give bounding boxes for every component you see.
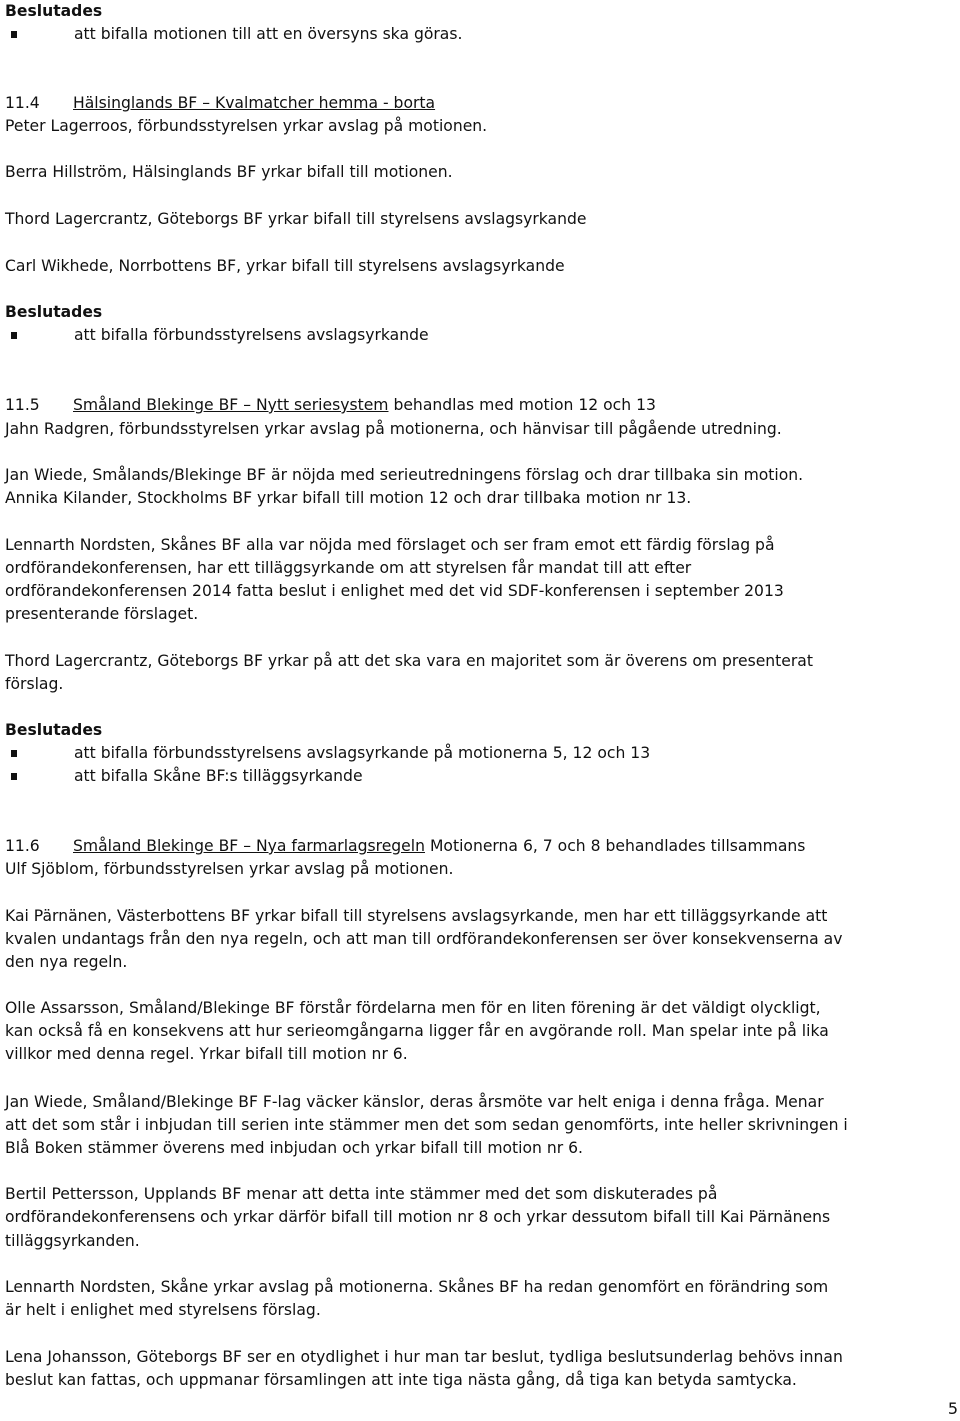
paragraph-line: förslag. — [5, 675, 64, 693]
paragraph-line: presenterande förslaget. — [5, 605, 199, 623]
paragraph-line: ordförandekonferensen 2014 fatta beslut i enlighet med det vid SDF-konferensen i september 2013 — [5, 582, 784, 600]
paragraph-line: Peter Lagerroos, förbundsstyrelsen yrkar avslag på motionen. — [5, 117, 488, 135]
bullet-square-icon — [11, 332, 17, 339]
paragraph-line: Bertil Pettersson, Upplands BF menar att detta inte stämmer med det som diskuterades på — [5, 1185, 718, 1203]
paragraph-line: ordförandekonferensen, har ett tilläggsyrkande om att styrelsen får mandat till att efter — [5, 559, 692, 577]
paragraph-line: Thord Lagercrantz, Göteborgs BF yrkar bifall till styrelsens avslagsyrkande — [5, 210, 587, 228]
section-number: 11.4 — [5, 94, 40, 112]
paragraph-line: Kai Pärnänen, Västerbottens BF yrkar bifall till styrelsens avslagsyrkande, men har ett tilläggsyrkande att — [5, 907, 828, 925]
section-heading-11-5 — [5, 394, 656, 417]
section-note: Motionerna 6, 7 och 8 behandlades tillsammans — [425, 837, 806, 855]
paragraph-line: Jahn Radgren, förbundsstyrelsen yrkar avslag på motionerna, och hänvisar till pågående utredning. — [5, 420, 782, 438]
bullet-square-icon — [11, 31, 17, 38]
section-heading-11-4 — [5, 92, 435, 115]
section-title: Småland Blekinge BF – Nya farmarlagsregeln — [73, 837, 425, 855]
decision-heading: Beslutades — [5, 2, 103, 20]
paragraph-line: den nya regeln. — [5, 953, 128, 971]
paragraph-line: Berra Hillström, Hälsinglands BF yrkar bifall till motionen. — [5, 163, 453, 181]
bullet-square-icon — [11, 750, 17, 757]
decision-heading: Beslutades — [5, 721, 103, 739]
paragraph-line: Blå Boken stämmer överens med inbjudan och yrkar bifall till motion nr 6. — [5, 1139, 584, 1157]
bullet-square-icon — [11, 773, 17, 780]
paragraph-line: Olle Assarsson, Småland/Blekinge BF förstår fördelarna men för en liten förening är det väldigt olyckligt, — [5, 999, 821, 1017]
paragraph-line: tilläggsyrkanden. — [5, 1232, 140, 1250]
paragraph-line: villkor med denna regel. Yrkar bifall till motion nr 6. — [5, 1045, 408, 1063]
paragraph-line: kvalen undantags från den nya regeln, och att man till ordförandekonferensen ser över konsekvenserna av — [5, 930, 843, 948]
paragraph-line: att det som står i inbjudan till serien inte stämmer men det som sedan genomförts, inte heller skrivningen i — [5, 1116, 848, 1134]
paragraph-line: Annika Kilander, Stockholms BF yrkar bifall till motion 12 och drar tillbaka motion nr 13. — [5, 489, 692, 507]
paragraph-line: beslut kan fattas, och uppmanar församlingen att inte tiga nästa gång, då tiga kan betyda samtycka. — [5, 1371, 797, 1389]
section-title: Hälsinglands BF – Kvalmatcher hemma - borta — [73, 94, 436, 112]
paragraph-line: Carl Wikhede, Norrbottens BF, yrkar bifall till styrelsens avslagsyrkande — [5, 257, 565, 275]
page-number: 5 — [947, 1399, 958, 1418]
bullet-text: att bifalla motionen till att en översyns ska göras. — [74, 25, 463, 43]
bullet-text: att bifalla förbundsstyrelsens avslagsyrkande — [74, 326, 429, 344]
bullet-text: att bifalla Skåne BF:s tilläggsyrkande — [74, 767, 363, 785]
paragraph-line: ordförandekonferensens och yrkar därför bifall till motion nr 8 och yrkar dessutom bifall till Kai Pärnänens — [5, 1208, 831, 1226]
bullet-text: att bifalla förbundsstyrelsens avslagsyrkande på motionerna 5, 12 och 13 — [74, 744, 651, 762]
section-number: 11.5 — [5, 396, 40, 414]
section-title: Småland Blekinge BF – Nytt seriesystem — [73, 396, 389, 414]
paragraph-line: Thord Lagercrantz, Göteborgs BF yrkar på att det ska vara en majoritet som är överens om presenterat — [5, 652, 813, 670]
paragraph-line: Lena Johansson, Göteborgs BF ser en otydlighet i hur man tar beslut, tydliga beslutsunderlag behövs innan — [5, 1348, 843, 1366]
paragraph-line: Lennarth Nordsten, Skånes BF alla var nöjda med förslaget och ser fram emot ett färdig förslag på — [5, 536, 775, 554]
decision-heading: Beslutades — [5, 303, 103, 321]
paragraph-line: Ulf Sjöblom, förbundsstyrelsen yrkar avslag på motionen. — [5, 860, 454, 878]
paragraph-line: Jan Wiede, Småland/Blekinge BF F-lag väcker känslor, deras årsmöte var helt eniga i denna fråga. Menar — [5, 1093, 824, 1111]
paragraph-line: Jan Wiede, Smålands/Blekinge BF är nöjda med serieutredningens förslag och drar tillbaka sin motion. — [5, 466, 804, 484]
paragraph-line: är helt i enlighet med styrelsens förslag. — [5, 1301, 321, 1319]
section-number: 11.6 — [5, 837, 40, 855]
section-note: behandlas med motion 12 och 13 — [388, 396, 656, 414]
section-heading-11-6 — [5, 835, 805, 858]
paragraph-line: kan också få en konsekvens att hur serieomgångarna ligger får en avgörande roll. Man spelar inte på lika — [5, 1022, 829, 1040]
paragraph-line: Lennarth Nordsten, Skåne yrkar avslag på motionerna. Skånes BF ha redan genomfört en förändring som — [5, 1278, 829, 1296]
